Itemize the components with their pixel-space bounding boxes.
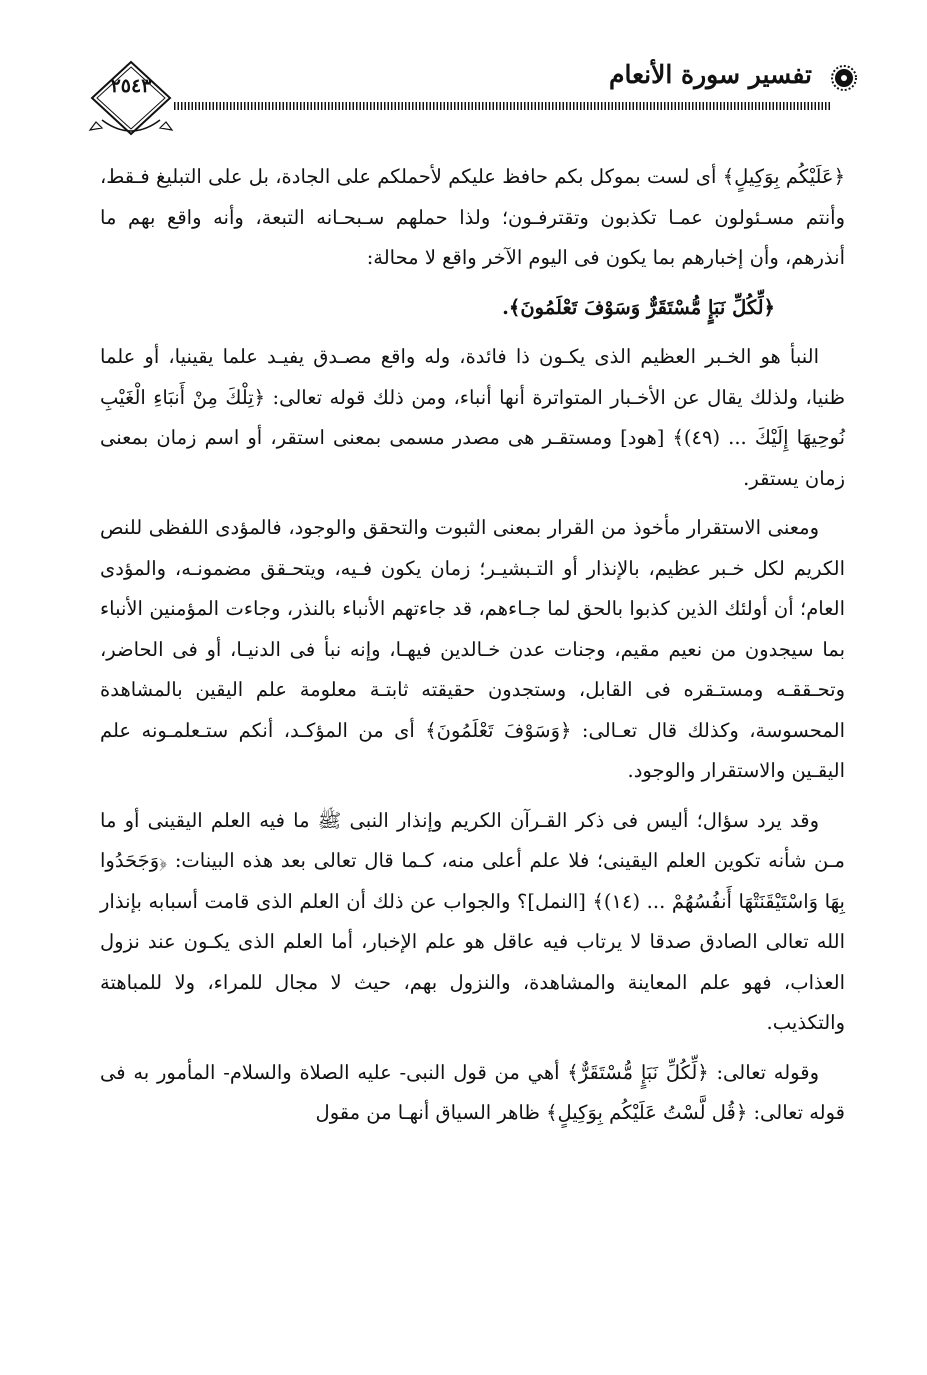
paragraph-5: وقوله تعالى: ﴿لِّكُلِّ نَبَإٍ مُّسْتَقَرٌّ﴾ أهي من قول النبى- عليه الصلاة والسلام- المأمور به فى قوله تعالى: ﴿قُل لَّسْتُ عَلَيْكُم بِوَكِيلٍ﴾ ظاهر السياق أنهـا من مقول: [100, 1060, 845, 1124]
page-header: [88, 52, 858, 142]
badge-frame-icon: [88, 58, 174, 138]
page-body: [100, 157, 845, 1143]
page-number-badge: [88, 58, 174, 132]
paragraph-3: ومعنى الاستقرار مأخوذ من القرار بمعنى الثبوت والتحقق والوجود، فالمؤدى اللفظى للنص الكريم لكل خـبر عظيم، بالإنذار أو التـبشيـر؛ زمان يكون فـيه، ويتحـقق مضمونـه، والمؤدى العام؛ أن أولئك الذين كذبوا بالحق لما جـاءهم، قد جاءتهم الأنباء بالنذر، وجاءت المؤمنين الأنباء بما سيجدون من نعيم مقيم، وجنات عدن خـالدين فيهـا، وإنه نبأ فى الدنيـا، أو فى الحاضر، وتحـققـه ومستـقره فى القابل، وستجدون حقيقته ثابتـة معلومة علم اليقين بالمشاهدة المحسوسة، وكذلك قال تعـالى: ﴿وَسَوْفَ تَعْلَمُونَ﴾ أى من المؤكـد، أنكم ستـعلمـونه علم اليقـين والاستقرار والوجود.: [100, 516, 845, 782]
running-title: تفسير سورة الأنعام: [608, 60, 812, 89]
header-rule: [174, 102, 830, 110]
ornament-icon: [830, 64, 858, 92]
paragraph-1: ﴿عَلَيْكُم بِوَكِيلٍ﴾ أى لست بموكل بكم حافظ عليكم لأحملكم على الجادة، بل على التبليغ فـقط، وأنتم مسـئولون عمـا تكذبون وتقترفـون؛ ولذا حملهم سـبحـانه التبعة، وأنه واقع بهم ما أنذرهم، وأن إخبارهم بما يكون فى اليوم الآخر واقع لا محالة:: [100, 165, 845, 269]
page-number: ٢٥٤٣: [110, 75, 152, 97]
paragraph-4: وقد يرد سؤال؛ أليس فى ذكر القـرآن الكريم وإنذار النبى ﷺ ما فيه العلم اليقينى أو ما مـن شأنه تكوين العلم اليقينى؛ فلا علم أعلى منه، كـما قال تعالى بعد هذه البينات: ﴿وَجَحَدُوا بِهَا وَاسْتَيْقَنَتْهَا أَنفُسُهُمْ ... (١٤)﴾ [النمل]؟ والجواب عن ذلك أن العلم الذى قامت أسبابه بإنذار الله تعالى الصادق صدقا لا يرتاب فيه عاقل هو علم الإخبار، أما العلم الذى يكـون عند نزول العذاب، فهو علم المعاينة والمشاهدة، والنزول بهم، حيث لا مجال للمراء، ولا للمباهتة والتكذيب.: [100, 808, 845, 1034]
paragraph-2: النبأ هو الخـبر العظيم الذى يكـون ذا فائدة، وله واقع مصـدق يفيـد علما يقينيا، أو علما ظنيا، ولذلك يقال عن الأخـبار المتواترة أنها أنباء، ومن ذلك قوله تعالى: ﴿تِلْكَ مِنْ أَنبَاءِ الْغَيْبِ نُوحِيهَا إِلَيْكَ ... (٤٩)﴾ [هود] ومستقـر هى مصدر مسمى بمعنى استقر، أو اسم زمان بمعنى زمان يستقر.: [100, 345, 845, 490]
verse-line: ﴿لِّكُلِّ نَبَإٍ مُّسْتَقَرٌّ وَسَوْفَ تَعْلَمُونَ﴾.: [502, 295, 775, 319]
